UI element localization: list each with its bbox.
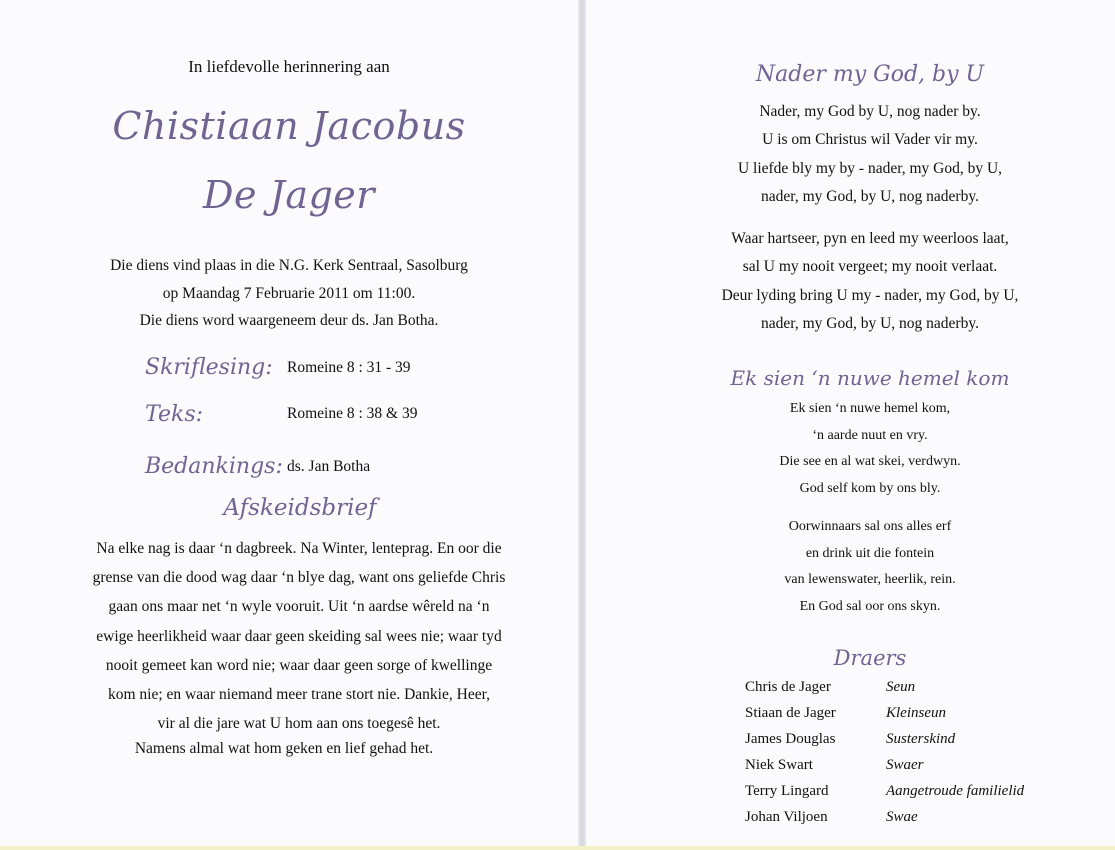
hymn1-title: Nader my God, by U <box>755 62 985 87</box>
farewell-letter-body <box>40 534 558 738</box>
verse-line: God self kom by ons bly. <box>799 480 941 496</box>
bearer-name: Chris de Jager <box>745 679 831 695</box>
bearer-name: Niek Swart <box>745 757 813 773</box>
hymn2-verse1 <box>590 396 1115 502</box>
letter-line: ewige heerlikheid waar daar geen skeiding sal wees nie; waar tyd <box>96 627 502 645</box>
bearer-relation: Kleinseun <box>886 705 946 721</box>
verse-line: U liefde bly my by - nader, my God, by U, <box>737 159 1003 177</box>
intro-text: In liefdevolle herinnering aan <box>188 57 390 76</box>
bearer-relation: Seun <box>886 679 916 695</box>
deceased-name-line1: Chistiaan Jacobus <box>112 104 466 148</box>
thanks-value: ds. Jan Botha <box>287 458 371 475</box>
letter-line: kom nie; en waar niemand meer trane stort nie. Dankie, Heer, <box>108 685 490 703</box>
letter-line: gaan ons maar net ‘n wyle vooruit. Uit ‘n aardse wêreld na ‘n <box>108 598 490 616</box>
letter-line: Na elke nag is daar ‘n dagbreek. Na Winter, lenteprag. En oor die <box>96 540 502 557</box>
bearer-name: James Douglas <box>745 731 836 747</box>
verse-line: sal U my nooit vergeet; my nooit verlaat. <box>742 258 998 276</box>
hymn2-title: Ek sien ‘n nuwe hemel kom <box>730 366 1010 390</box>
thanks-label: Bedankings: <box>145 454 283 479</box>
verse-line: ‘n aarde nuut en vry. <box>812 427 928 443</box>
verse-line: Ek sien ‘n nuwe hemel kom, <box>789 401 951 416</box>
service-date: op Maandag 7 Februarie 2011 om 11:00. <box>162 285 416 302</box>
letter-line: vir al die jare wat U hom aan ons toegesê het. <box>157 715 441 733</box>
bearer-name: Terry Lingard <box>745 783 829 799</box>
verse-line: nader, my God, by U, nog naderby. <box>761 314 979 332</box>
bearers-title: Draers <box>833 646 907 670</box>
bearer-name: Johan Viljoen <box>745 809 828 825</box>
hymn1-verse1 <box>590 98 1115 211</box>
bearer-relation: Swaer <box>886 757 924 773</box>
hymn1-verse2 <box>590 225 1115 338</box>
verse-line: Die see en al wat skei, verdwyn. <box>779 454 961 469</box>
verse-line: Deur lyding bring U my - nader, my God, by U, <box>721 286 1019 304</box>
text-value: Romeine 8 : 38 & 39 <box>287 405 418 422</box>
text-label: Teks: <box>145 402 204 427</box>
verse-line: Oorwinnaars sal ons alles erf <box>788 519 952 534</box>
farewell-letter-title: Afskeidsbrief <box>223 495 377 521</box>
letter-line: nooit gemeet kan word nie; waar daar geen sorge of kwellinge <box>105 656 493 674</box>
verse-line: U is om Christus wil Vader vir my. <box>762 131 978 149</box>
bearer-relation: Susterskind <box>886 731 956 747</box>
verse-line: En God sal oor ons skyn. <box>799 598 941 614</box>
scripture-reading-value: Romeine 8 : 31 - 39 <box>287 359 411 376</box>
verse-line: en drink uit die fontein <box>805 545 935 561</box>
letter-signoff: Namens almal wat hom geken en lief gehad het. <box>134 740 434 757</box>
letter-line: grense van die dood wag daar ‘n blye dag, want ons geliefde Chris <box>92 569 506 587</box>
verse-line: Nader, my God by U, nog nader by. <box>759 103 981 120</box>
paper-edge <box>0 846 1115 850</box>
hymn2-verse2 <box>590 514 1115 620</box>
verse-line: Waar hartseer, pyn en leed my weerloos laat, <box>731 230 1009 247</box>
bearer-relation: Aangetroude familielid <box>886 783 1025 799</box>
service-venue: Die diens vind plaas in die N.G. Kerk Sentraal, Sasolburg <box>110 257 468 274</box>
deceased-name-line2: De Jager <box>203 173 375 217</box>
verse-line: nader, my God, by U, nog naderby. <box>761 187 979 205</box>
service-officiant: Die diens word waargeneem deur ds. Jan Botha. <box>139 312 439 329</box>
bearer-relation: Swae <box>886 809 918 825</box>
verse-line: van lewenswater, heerlik, rein. <box>784 572 956 587</box>
bearer-name: Stiaan de Jager <box>745 705 836 721</box>
scripture-reading-label: Skriflesing: <box>145 355 273 380</box>
page-fold <box>578 0 586 850</box>
